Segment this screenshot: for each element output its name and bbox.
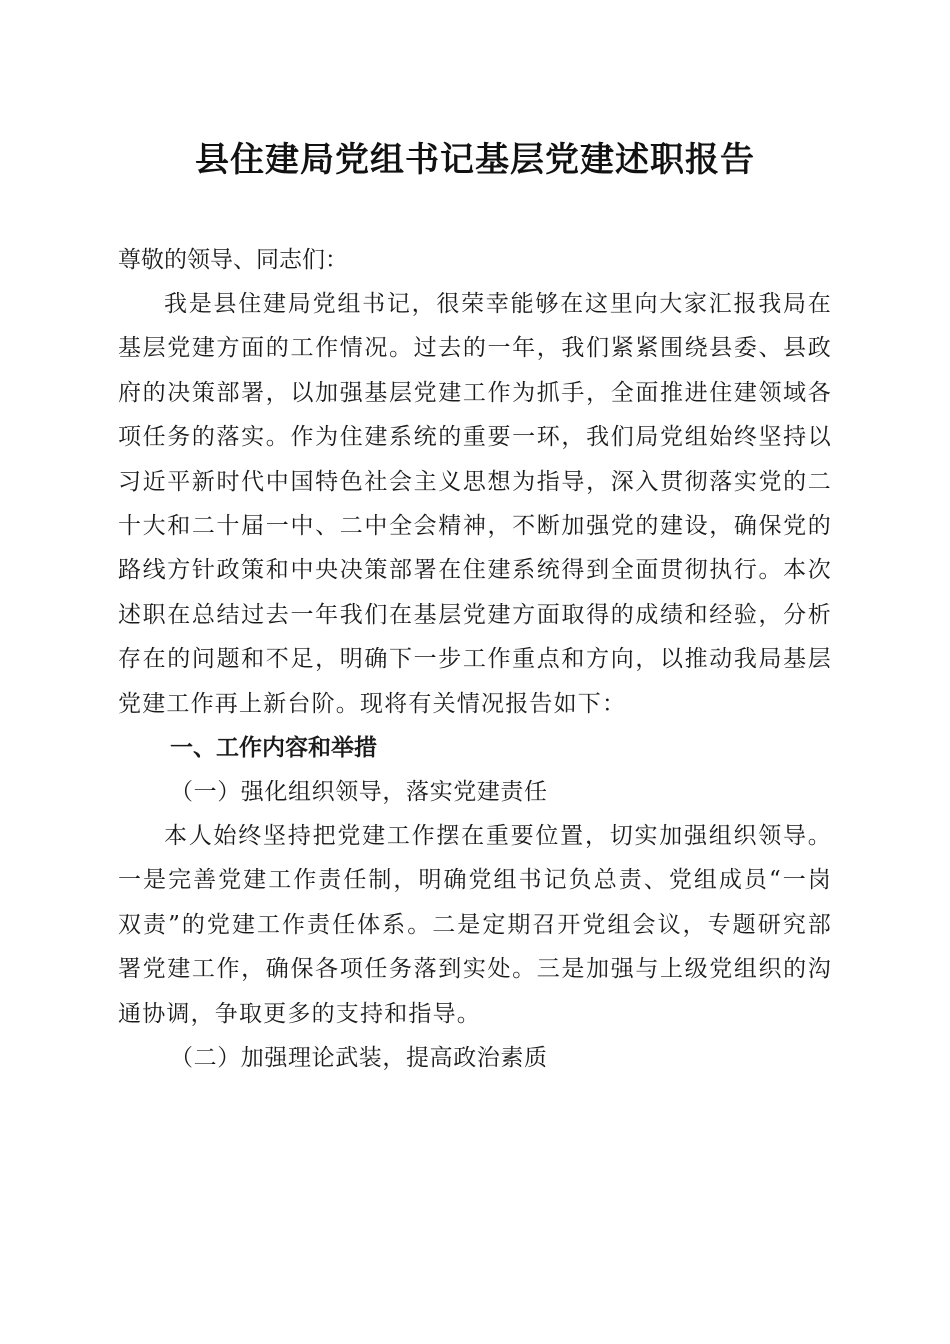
subsection-1-paragraph: 本人始终坚持把党建工作摆在重要位置，切实加强组织领导。一是完善党建工作责任制，明确党组书记负总责、党组成员“一岗双责”的党建工作责任体系。二是定期召开党组会议，专题研究部署党建工作，确保各项任务落到实处。三是加强与上级党组织的沟通协调，争取更多的支持和指导。 xyxy=(118,823,832,1027)
section-1-heading: 一、工作内容和举措 xyxy=(170,735,377,762)
subsection-1-heading: （一）强化组织领导，落实党建责任 xyxy=(170,779,548,806)
salutation: 尊敬的领导、同志们： xyxy=(118,247,348,273)
document-title: 县住建局党组书记基层党建述职报告 xyxy=(195,140,755,180)
intro-paragraph: 我是县住建局党组书记，很荣幸能够在这里向大家汇报我局在基层党建方面的工作情况。过去的一年，我们紧紧围绕县委、县政府的决策部署，以加强基层党建工作为抓手，全面推进住建领域各项任务的落实。作为住建系统的重要一环，我们局党组始终坚持以习近平新时代中国特色社会主义思想为指导，深入贯彻落实党的二十大和二十届一中、二中全会精神，不断加强党的建设，确保党的路线方针政策和中央决策部署在住建系统得到全面贯彻执行。本次述职在总结过去一年我们在基层党建方面取得的成绩和经验，分析存在的问题和不足，明确下一步工作重点和方向，以推动我局基层党建工作再上新台阶。现将有关情况报告如下： xyxy=(118,291,832,717)
document-page xyxy=(118,130,832,1080)
subsection-2-heading: （二）加强理论武装，提高政治素质 xyxy=(170,1045,548,1072)
